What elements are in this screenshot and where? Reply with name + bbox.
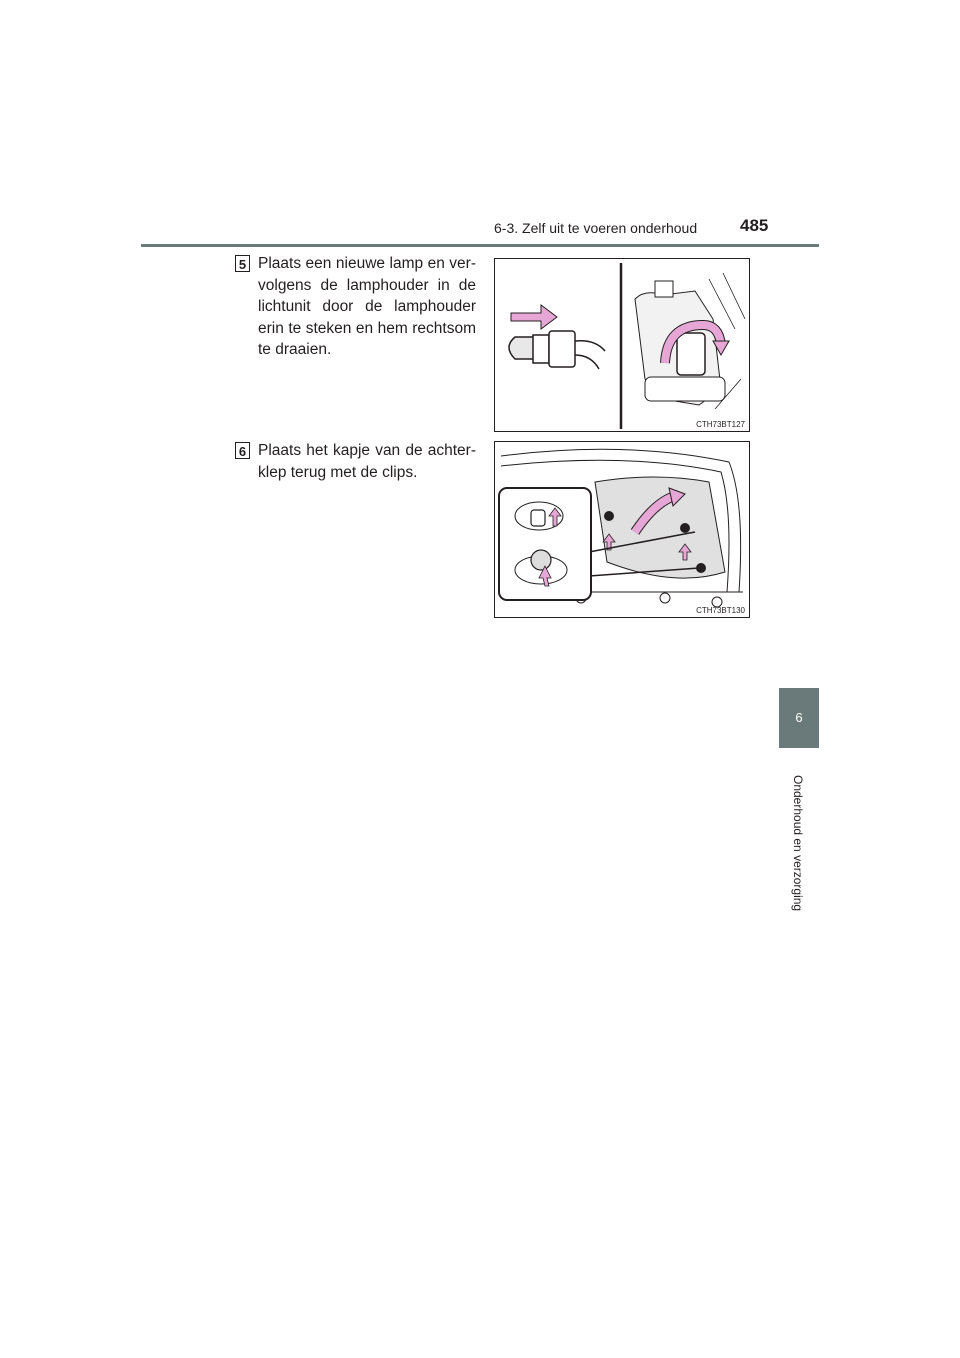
figure-code: CTH73BT127	[696, 420, 745, 429]
figure-code: CTH73BT130	[696, 606, 745, 615]
step-5-text: Plaats een nieuwe lamp en ver-volgens de lamphouder in de lichtunit door de lamphouder erin te steken en hem rechtsom te draaien.	[258, 255, 476, 358]
figure-bulb-install	[494, 258, 750, 432]
step-5-badge: 5	[235, 255, 250, 272]
step-6-badge: 6	[235, 442, 250, 459]
trim-clips-illustration	[495, 442, 749, 617]
step-6-text: Plaats het kapje van de achter-klep terug met de clips.	[258, 442, 476, 481]
bulb-install-illustration	[495, 259, 749, 431]
figure-trim-clips	[494, 441, 750, 618]
chapter-tab: 6	[779, 688, 819, 748]
header-divider	[141, 244, 819, 247]
section-title: 6-3. Zelf uit te voeren onderhoud	[494, 220, 698, 236]
page-number: 485	[740, 216, 769, 235]
